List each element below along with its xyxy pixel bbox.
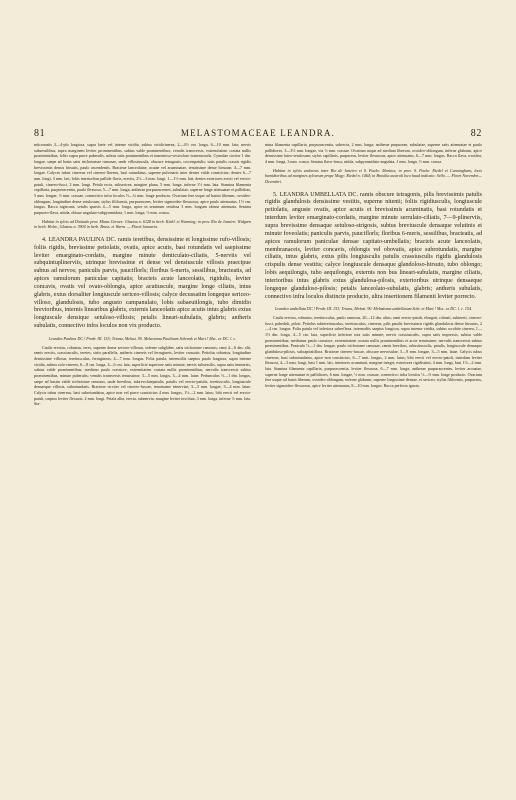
citation-umbellata: Leandra umbellata DC.! Prodr. III. 153; Triana, Melast. 90. Melastoma umbellatum Schr. et Mart.! Msc. ex DC. l. c. 154. (274, 306, 472, 312)
right-column (265, 142, 482, 407)
left-habitat: Habitat in sylvis ad Dioitado prov. Minas Geraes: Glaziou n. 6328 in herb. Kiehl. et Warming; in prov. Rio de Janeiro: Widgren in herb. Holm., Glaziou n. 3904 in herb. Bruss. et Warm. — Floret Januario. (34, 218, 251, 230)
left-page-number: 81 (34, 128, 46, 139)
species-block-paulina (34, 237, 251, 331)
species-name-umbellata: 5. LEANDRA UMBELLATA DC. (273, 191, 358, 198)
right-description-bottom: Caulis erectus, robustus, teretiusculus, paulo ramosus, 20—12 dm. altus; rami erecto-patuli, elongati, robusti, subtereti, cinereo-fusci, pubeduli, pilosi. Petiolus subteretiusculus, teretiusculus, cinereus, pilis patulis brevissimis rigidis glandulosis dense hirsutus, 2—4 cm. longus. Folia patula vel inferiora subreflexa, internodiis saepius longiora, supra intense viridia, subtus scrobite cinerea, 1—1½ dm. longa, 4—5 cm. lata, superficie inferiore tota satis minute; nervis crassiusculis, supra satis impressis, subtus valde prominentibus; medianus paulo crassiore, extremitatem costata nullis prominentibus et arcte tenuissime; nervulis transversis subtus prominentibus. Panicula ½—1 dm. longae, paulo trichotome ramosae, ramis brevibus, robustiusculis, patulis, longiuscule densaque glanduloso-pilosis, subcapitatiflora. Bracteae cinereo-fuscae, obscure nervosulae, 5—9 mm. longae, 3—5 mm. latae. Calycis tubus cinereus, basi subrotundatus, apice non constrictus, 6—7 mm. longus, 2 mm. latus; lobi erecti vel erecto-patuli, interdum leviter flexuosi, 4—5 mm. longi, basi 1 mm. lati, interiores acuminati, margine integri; exteriores rigidissimi, 4 mm. longi, basi 1½—2 mm. lata. Stamina filamenta capillaria, purpurascentia, leviter flexuosa, 6—7 mm. longa; antherae purpurascentes, leviter arcuatae, superne longe attenuatae et pallidiores, 6 mm. longae, ½ mm. crassae, connectivo infra loculos ½—⅔ mm. longe producto. Ovarium fere usque ad basin liberum, ovoideo-oblongum, inferne glabrum, superne longissime densae, et sericeo; stylus filiformis, purpureus, leviter sigmoideo-flexuosus, apice leviter attenuatus, 8—10 mm. longus. Bacca perfecta ignota. (265, 315, 482, 388)
right-description-top: mina filamenta capillaria, purpurascentia, subrecta, 2 mm. longa; antherae purpureae, subulatae, superne satis attenuatae et paulo pallidiores, 3—3½ mm. longae, via ⅓ mm. crassae. Ovarium usque ad medium liberum, ovoideo-oblongum, inferne glabrum, apice densissime luteo-setulosum; stylus capillaris, purpureus, leviter flexuosus, apice attenuatus, 6—7 mm. longus. Bacca flava, ovoidea, 4 mm. longa, 3 mm. crassa. Semina flavo-fusca, nitida, subpyramidato-angulata, 1 mm. longa, ½ mm. crassa. (265, 142, 482, 164)
running-title: MELASTOMACEAE LEANDRA. (180, 128, 336, 138)
species-diagnosis-umbellata: ramis obscure tetragonis, pilis brevissimis patulis rigidis glandulosis densissime vestitis, superne nitenti; foliis rigidiusculis, longiuscule petiolatis, anguste ovatis, apice acutis et brevissimis acuminatis, basi rotundatis et interdum leviter emarginato-cordatis, margine minute serrulato-ciliatis, 7—9-plinerviis, supra brevissime densaque setuloso-strigosis, subtus breviuscule densaque velutinis et minute foveolatis; paniculis parvis, pauciflorls; floribus 6-meris, sessilibus, bracteatis, ad apices ramulorum paniculae densae capitato-umbellatis; bracteis acute lanceolatis, membranaceis, leviter concavis, oblongis vel obovatis, apice subrotundatis, margine ciliatis, intus glabris, extus pilis longiusculis patulis crassiusculis rigidis glandulosis crispulis dense vestitis; calyce longiuscule densaque glandoloso-hirsuto, tubo oblongo; lobis aequilongis, tubo aequilongis, externis non bus lineari-subulatis, margine ciliatis, interioribus intus glabris extus glandulosa-pilosis, exterioribus utrinque densaeque longeque glanduloso-pilosis; petalis lanceolato-subulatis, glabris; antheris subulatis, connectivo infra loculos distincte producto, ultra insertionem filamenti leviter porrecto. (265, 191, 482, 300)
right-page-number: 82 (470, 128, 482, 139)
left-description-top: mûcronatis 3—4-plo longiora, supra laete vel intense viridia, subtus viridicinerea, 2—4½ cm. longa, 6—10 mm. lata; nervis subsessilibus, supra marginem leviter prominentibus, subtus valde prominentibus; venulis transversis, extremitatem costata nullis prominentibus; foliis supra parce puberulis, subtus satis prominentibus et tomentoso-vesiculoso-tomentosulis. Cymulae circiter 1 dm. longae, saepe ad basin satis trichotomae ramosae, unde villosiuscula, obscure tetragonis, crocenpatulis; satis patulis crassis rigidis brevissimis densis hirsutis, paulo ascendentis. Bracteae lanceolatae, acutae vel acuminatae, tenuissime dense hirsutae, 4—7 mm. longae. Calyces tubus cinereus vel cinereo-flavens, basi rotundatus, superne pulvinaris inter dentes valde constrictus; dentes 6—7 mm. longi, 3 mm. lati; lobis interioribus pallide flavis, erectis, 2½—3 mm. longi, 1—1½ mm. lati; dentes exteriores erecti vel erecto-patuli, cinereo-fusci, 2 mm. longi. Petala recta, subsericea, margine plana, 5 mm. longa, inferne 1½ mm. lata. Stamina filamenta capillaria, purpurascentia, paulo flexuosa, 5—7 mm. longa; antherae purpurascentes, subulatae, superne longe attenuatae et palliditas, 5 mm. longae, ½ mm. crassae, connectivo infra loculos ½—¾ mm. longe producto. Ovarium fere usque ad basim liberum, ovoideo-oblongum, longitudine dense setulosum; stylus filiformis, purpurascens, leviter sigmoideo-flexuosus, apice paulo attenuatus, 1½ cm. longus. Bacca nigricans, setulis sparsis 4—5 mm. longa, apice in seminum setulosa 3 mm. longum obtuse attenuata. Semina purpureo-flava, nitida, obtuse angulato-subpyramidata, 1 mm. longa, ½ mm. crassa. (34, 142, 251, 215)
left-column (34, 142, 251, 407)
right-habitat: Habitat in sylvis umbrosis inter Rio de Janeiro et S. Paulo: Martius; in prov. S. Paulo: Riedel et Cunningham; locis humidioribus ad margines sylvarum prope Mogy: Riedel n. 1464; in Brasilia australi loco haud indicato: Sello. — Floret Novembri—Decembri. (265, 167, 482, 184)
page-header (34, 128, 482, 139)
text-columns (34, 142, 482, 407)
species-diagnosis-paulina: ramis teretibus, densissime et longissime rufo-villosis; foliis rigidis, brevissime petiolatis, ovatis, apice acutis, basi rotundatis vel saepissime leviter emarginato-cordatis, margine minute denticulato-ciliatis, 5-nerviis vel subquintuplinerviis, utrinque brevissime et dense vel densiuscule villosis praecipue subtus ad nervos; paniculis parvis, pauciflorls; floribus 6-meris, sessilibus, bracteatis, ad apices ramulorum paniculae capitatis; bracteis acute lanceolatis, rigidulis, leviter concavis, ovatis vel ovato-oblongis, apice acutiuscule, margine longe ciliatis, intus glabris, extus dorsaliter longiuscule sericeo-villosis; calyce decussatim longeque sericeo-villoso, glandulosis, tubo angusto campanulato, lobis subaeuiilongis, tubo dimidio brevioribus, internis linearibus glabris, externis lanceolatis apice acutis intus glabris extus longiuscule densique setuloso-villosis; petalis lineari-subulatis, glabris; antheris subulatis, connectivo infra loculos non vix producto. (34, 236, 251, 330)
left-description-bottom: Caulis erectus, robustus, teres, superne dense sericeo-villosus, inferne subglaber, satis trichotome ramosus; rami 4—6 dm. alti, ramis erectis, crassiusculis, teretes, striis parallelis, antheris cinereis vel ferrugineis, leviter crassatis. Petiolus robustus, longitudine densissime villosus, teretiusculus, ferrugineus, 4—7 mm. longus. Folia patula, internodiis saepius paulo longiora, supra intense viridia, subtus rufo-cinerea, 6—8 cm. longa, 4—6 cm. lata, superficie superiore satis minute; nervis subsessilis, supra satis immersis, subtus valde prominentibus; mediano paulo crassiore, extremitatem costata nullis prominentibus; nervulis transversis subtus prominentibus, minute puberulis; venulis transversis tenuissime, 3—5 mm. longis, 3—4 mm. latae. Pedunculus ½—1 dm. longus, saepe ad basim valde trichotome ramosus, unde brevibus, subrevolutepatulis, patulis vel erecto-patulis, teretiusculis, longiuscule densaeque villosis, subrotundatis. Bracteae circiter vel cinereo-fuscae, tenuissime trinerviae, 3—5 mm. longae, 3—4 mm. latae. Calycis tubus cinereus, basi subrotundatus, apice non vel parce constrictus 4 mm. longus, 1½—2 mm. latus; lobi erecti vel erecto-patuli, carpius leviter flexuosi, 2 mm. longi. Petala alba, erecta, subnervia, margine leviter involuta, 3 mm. longa, inferne ⅓ mm. lata. Sta- (34, 344, 251, 407)
citation-paulina: Leandra Paulina DC.! Prodr. III. 153; Triana, Melast. 90. Melastoma Paulinum Schrank et Mart.! Msc. ex DC. l. c. (48, 335, 237, 341)
species-block-umbellata (265, 192, 482, 302)
species-name-paulina: 4. LEANDRA PAULINA DC. (42, 236, 117, 243)
